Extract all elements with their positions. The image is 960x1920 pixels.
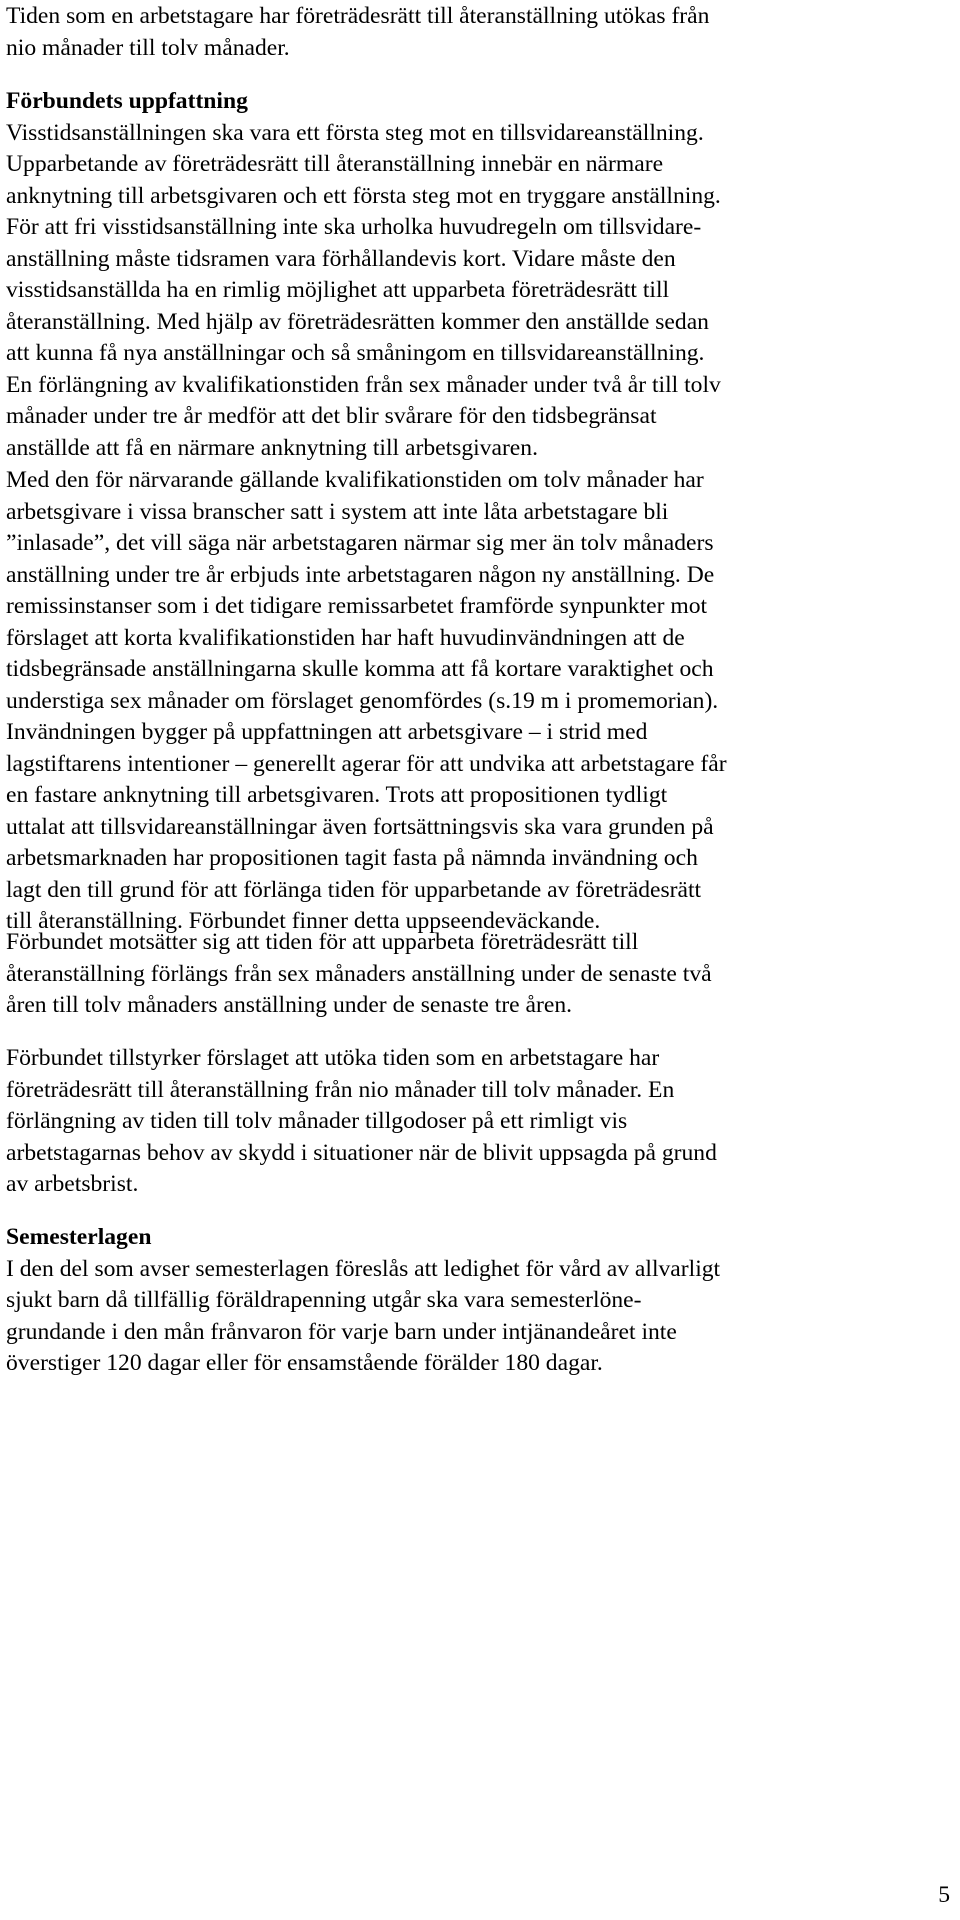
text-line: ”inlasade”, det vill säga när arbetstagaren närmar sig mer än tolv månaders xyxy=(6,530,714,556)
text-line: nio månader till tolv månader. xyxy=(6,34,290,61)
text-line: arbetsgivare i vissa branscher satt i system att inte låta arbetstagare bli xyxy=(6,498,669,525)
text-line: anställde att få en närmare anknytning till arbetsgivaren. xyxy=(6,434,538,461)
text-line: Med den för närvarande gällande kvalifikationstiden om tolv månader har xyxy=(6,467,704,493)
text-line: förlängning av tiden till tolv månader tillgodoser på ett rimligt vis xyxy=(6,1108,628,1134)
text-line: I den del som avser semesterlagen föreslås att ledighet för vård av allvarligt xyxy=(6,1255,721,1282)
text-line: återanställning. Med hjälp av företrädesrätten kommer den anställde sedan xyxy=(6,308,709,335)
text-line: av arbetsbrist. xyxy=(6,1171,139,1197)
text-line: Invändningen bygger på uppfattningen att arbetsgivare – i strid med xyxy=(6,719,648,745)
section-forbundets-uppfattning xyxy=(6,86,954,464)
text-line: åren till tolv månaders anställning under de senaste tre åren. xyxy=(6,992,573,1018)
text-line: En förlängning av kvalifikationstiden från sex månader under två år till tolv xyxy=(6,371,721,398)
text-line: visstidsanställda ha en rimlig möjlighet att upparbeta företrädesrätt till xyxy=(6,277,670,303)
text-line: Förbundet motsätter sig att tiden för att upparbeta företrädesrätt till xyxy=(6,929,639,955)
text-line: understiga sex månader om förslaget genomfördes (s.19 m i promemorian). xyxy=(6,687,719,714)
text-line: förslaget att korta kvalifikationstiden har haft huvudinvändningen att de xyxy=(6,624,685,651)
text-line: tidsbegränsade anställningarna skulle komma att få kortare varaktighet och xyxy=(6,656,714,682)
text-line: lagt den till grund för att förlänga tiden för upparbetande av företrädesrätt xyxy=(6,876,702,903)
text-line: Förbundet tillstyrker förslaget att utöka tiden som en arbetstagare har xyxy=(6,1045,660,1071)
text-line: anställning under tre år erbjuds inte arbetstagaren någon ny anställning. De xyxy=(6,561,715,588)
text-line: en fastare anknytning till arbetsgivaren. Trots att propositionen tydligt xyxy=(6,782,668,808)
section-semesterlagen xyxy=(6,1222,954,1380)
text-line: till återanställning. Förbundet finner detta uppseendeväckande. xyxy=(6,908,601,934)
text-line: överstiger 120 dagar eller för ensamstående förälder 180 dagar. xyxy=(6,1350,603,1376)
text-line: arbetstagarnas behov av skydd i situationer när de blivit uppsagda på grund xyxy=(6,1139,717,1166)
paragraph-kvalifikationstiden xyxy=(6,465,954,938)
text-line: företrädesrätt till återanställning från nio månader till tolv månader. En xyxy=(6,1076,675,1103)
text-line: Visstidsanställningen ska vara ett första steg mot en tillsvidareanställning. xyxy=(6,119,704,146)
text-line: återanställning förlängs från sex månaders anställning under de senaste två xyxy=(6,960,712,987)
text-line: lagstiftarens intentioner – generellt agerar för att undvika att arbetstagare får xyxy=(6,750,727,777)
text-line: sjukt barn då tillfällig föräldrapenning utgår ska vara semesterlöne- xyxy=(6,1287,642,1313)
text-line: remissinstanser som i det tidigare remissarbetet framförde synpunkter mot xyxy=(6,593,708,619)
paragraph-tillstyrker xyxy=(6,1043,954,1201)
text-line: anställning måste tidsramen vara förhållandevis kort. Vidare måste den xyxy=(6,245,676,272)
text-line: månader under tre år medför att det blir svårare för den tidsbegränsat xyxy=(6,403,657,429)
text-line: Upparbetande av företrädesrätt till återanställning innebär en närmare xyxy=(6,151,664,177)
paragraph-intro xyxy=(6,1,954,64)
text-line: grundande i den mån frånvaron för varje barn under intjänandeåret inte xyxy=(6,1318,677,1345)
text-line: För att fri visstidsanställning inte ska urholka huvudregeln om tillsvidare- xyxy=(6,214,702,240)
paragraph-motsatter xyxy=(6,927,954,1022)
text-line: att kunna få nya anställningar och så småningom en tillsvidareanställning. xyxy=(6,340,705,366)
section-heading: Semesterlagen xyxy=(6,1224,152,1250)
text-line: arbetsmarknaden har propositionen tagit fasta på nämnda invändning och xyxy=(6,845,698,871)
text-line: uttalat att tillsvidareanställningar även fortsättningsvis ska vara grunden på xyxy=(6,813,714,840)
text-line: Tiden som en arbetstagare har företrädesrätt till återanställning utökas från xyxy=(6,3,710,29)
text-line: anknytning till arbetsgivaren och ett första steg mot en tryggare anställning. xyxy=(6,182,721,209)
section-heading: Förbundets uppfattning xyxy=(6,88,248,114)
page-number: 5 xyxy=(938,1882,950,1908)
